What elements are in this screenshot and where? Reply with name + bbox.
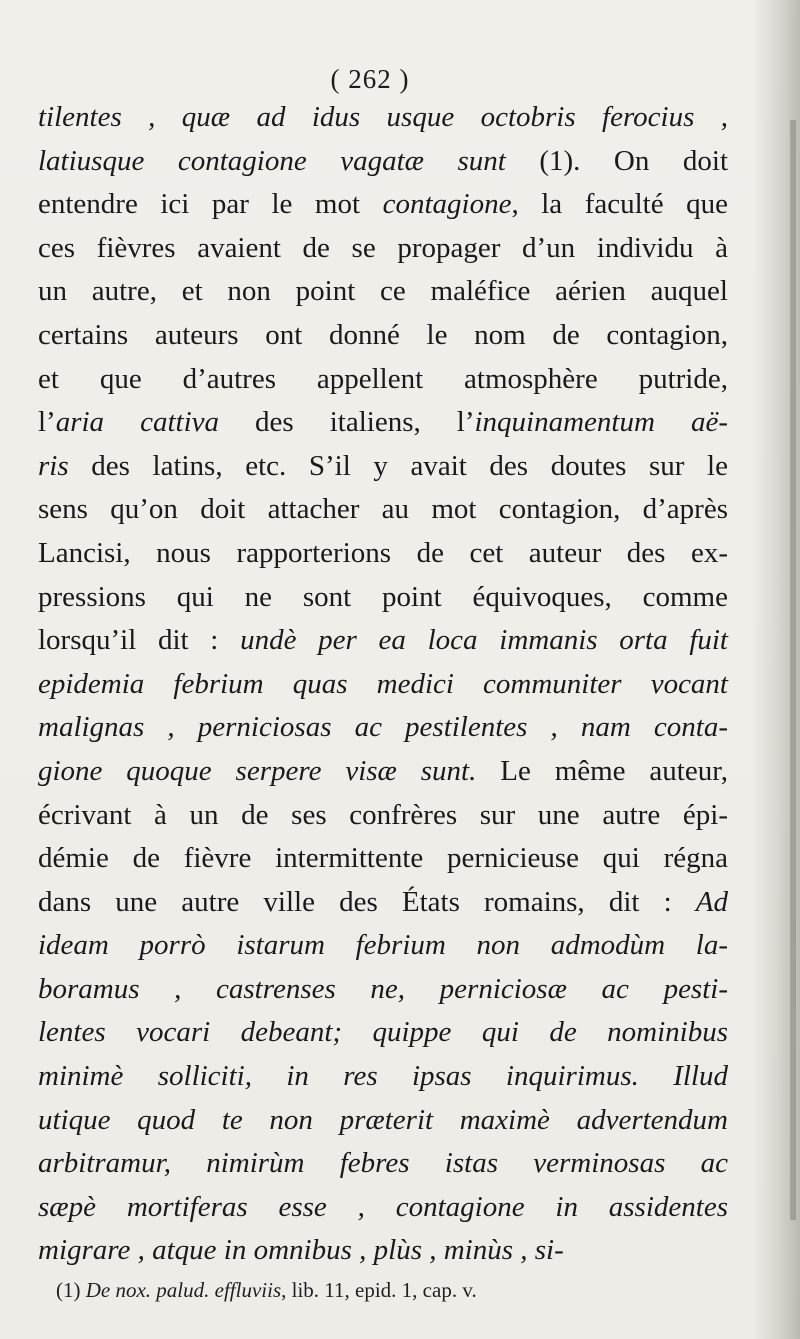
italic-segment: utique quod te non præterit maximè advertendum [38,1103,728,1136]
roman-segment: des italiens, l’ [219,406,475,439]
roman-segment: sens qu’on doit attacher au mot contagion, d’après [38,493,728,526]
italic-segment: aria cattiva [55,406,220,439]
text-line [38,576,728,620]
text-line [38,1099,728,1143]
text-line [38,445,728,489]
text-line [38,663,728,707]
italic-segment: malignas , perniciosas ac pestilentes , nam conta- [38,711,728,744]
italic-segment: contagione [382,188,512,221]
italic-segment: sæpè mortiferas esse , contagione in assidentes [38,1190,728,1223]
italic-segment: Ad [695,885,728,918]
italic-segment: lentes vocari debeant; quippe qui de nominibus [38,1016,728,1049]
italic-segment: undè per ea loca immanis orta fuit [240,624,728,657]
text-line [38,358,728,402]
text-line [38,619,728,663]
text-line [38,794,728,838]
footnote-reference: , lib. 11, epid. 1, cap. v. [281,1278,477,1302]
text-line [38,401,728,445]
italic-segment: arbitramur, nimirùm febres istas verminosas ac [38,1147,728,1180]
roman-segment: ces fièvres avaient de se propager d’un individu à [38,231,728,264]
roman-segment: (1). On doit [505,144,728,177]
footnote-marker: (1) [56,1278,86,1302]
footnote [56,1278,736,1303]
text-line [38,96,728,140]
italic-segment: tilentes , quæ ad idus usque octobris ferocius , [38,101,728,133]
roman-segment: entendre ici par le mot [38,188,383,221]
roman-segment: l’ [38,406,56,439]
text-line [38,706,728,750]
text-line [38,924,728,968]
roman-segment: , la faculté que [511,188,729,221]
italic-segment: boramus , castrenses ne, perniciosæ ac pesti- [38,972,728,1005]
roman-segment: certains auteurs ont donné le nom de contagion, [38,318,728,351]
italic-segment: inquinamentum aë- [474,406,728,439]
italic-segment: migrare , atque in omnibus , plùs , minùs , si- [38,1234,564,1267]
text-line [38,227,728,271]
text-line [38,1142,728,1186]
roman-segment: des latins, etc. S’il y avait des doutes sur le [68,449,728,482]
text-line [38,1229,728,1273]
text-line [38,314,728,358]
text-line [38,140,728,184]
roman-segment: démie de fièvre intermittente pernicieuse qui régna [38,842,728,875]
text-line [38,1011,728,1055]
roman-segment: un autre, et non point ce maléfice aérien auquel [38,275,728,308]
italic-segment: ideam porrò istarum febrium non admodùm la- [38,929,728,962]
body-text [38,96,728,1273]
italic-segment: epidemia febrium quas medici communiter vocant [38,667,728,700]
italic-segment: minimè solliciti, in res ipsas inquirimus. Illud [38,1060,728,1093]
text-line [38,968,728,1012]
roman-segment: Lancisi, nous rapporterions de cet auteur des ex- [38,536,728,569]
roman-segment: pressions qui ne sont point équivoques, comme [38,580,728,613]
text-line [38,270,728,314]
text-line [38,837,728,881]
roman-segment: et que d’autres appellent atmosphère putride, [38,362,728,395]
roman-segment: dans une autre ville des États romains, dit : [38,885,696,918]
italic-segment: ris [38,449,69,482]
text-line [38,1186,728,1230]
roman-segment: Le même auteur, [476,754,728,787]
footnote-title: De nox. palud. effluviis [85,1278,282,1302]
italic-segment: gione quoque serpere visæ sunt. [38,754,477,787]
italic-segment: latiusque contagione vagatæ sunt [38,144,506,177]
roman-segment: écrivant à un de ses confrères sur une autre épi- [38,798,728,831]
text-line [38,183,728,227]
text-line [38,532,728,576]
roman-segment: lorsqu’il dit : [38,624,241,657]
text-line [38,881,728,925]
text-line [38,1055,728,1099]
page-edge-shadow [790,120,796,1220]
text-line [38,488,728,532]
page-number: ( 262 ) [330,64,410,94]
text-line [38,750,728,794]
